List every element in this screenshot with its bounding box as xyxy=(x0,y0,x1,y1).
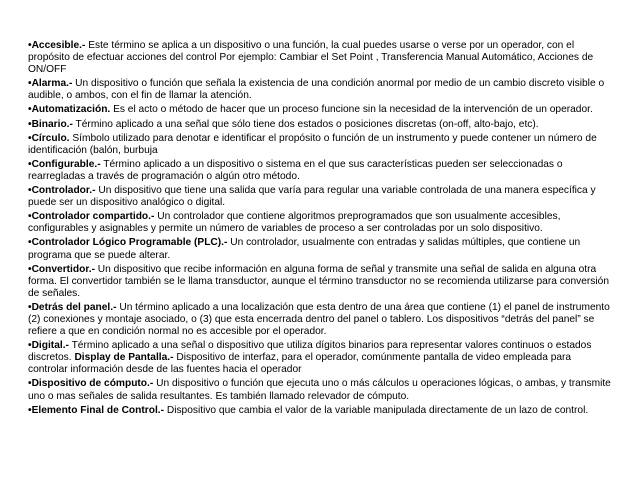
term-controlador: •Controlador.- xyxy=(28,185,96,197)
entry-elemento-final-de-control xyxy=(28,405,611,417)
term-convertidor: •Convertidor.- xyxy=(28,263,95,275)
entry-plc xyxy=(28,237,611,261)
term-display-de-pantalla: Display de Pantalla.- xyxy=(74,352,174,364)
entry-detras-del-panel xyxy=(28,302,611,338)
term-alarma: •Alarma.- xyxy=(28,78,73,90)
entry-dispositivo-de-computo xyxy=(28,378,611,402)
term-circulo: •Círculo. xyxy=(28,132,70,144)
entry-configurable xyxy=(28,159,611,183)
entry-alarma xyxy=(28,78,611,102)
definition-convertidor: Un dispositivo que recibe información en alguna forma de señal y transmite una señal de salida en alguna otra forma. El convertidor también se le llama transductor, aunque el término transductor no se recomienda utilizarse para conversión de señales. xyxy=(28,263,609,299)
entry-accesible xyxy=(28,40,611,76)
entry-digital xyxy=(28,340,611,376)
definition-binario: Término aplicado a una señal que sólo tiene dos estados o posiciones discretas (on-off, alto-bajo, etc). xyxy=(72,118,539,130)
definition-circulo: Símbolo utilizado para denotar e identificar el propósito o función de un instrumento y puede contener un número de identificación (balón, burbuja xyxy=(28,132,597,156)
entry-convertidor xyxy=(28,264,611,300)
definition-configurable: Término aplicado a un dispositivo o sistema en el que sus características pueden ser seleccionadas o rearregladas a través de programación o algún otro método. xyxy=(28,158,563,182)
term-plc: •Controlador Lógico Programable (PLC).- xyxy=(28,237,228,249)
definition-display-de-pantalla: Dispositivo de interfaz, para el operador, comúnmente pantalla de video empleada para controlar información desde de las fuentes hacia el operador xyxy=(28,352,572,376)
definition-plc: Un controlador, usualmente con entradas y salidas múltiples, que contiene un programa que se puede alterar. xyxy=(28,237,581,261)
entry-circulo xyxy=(28,133,611,157)
glossary-document xyxy=(28,40,611,419)
definition-controlador-compartido: Un controlador que contiene algoritmos preprogramados que son usualmente accesibles, configurables y asignables y permite un número de variables de proceso a ser controladas por un solo dispositivo. xyxy=(28,211,561,235)
definition-alarma: Un dispositivo o función que señala la existencia de una condición anormal por medio de un cambio discreto visible o audible, o ambos, con el fin de llamar la atención. xyxy=(28,78,605,102)
term-detras-del-panel: •Detrás del panel.- xyxy=(28,301,117,313)
entry-controlador-compartido xyxy=(28,211,611,235)
term-accesible: •Accesible.- xyxy=(28,40,86,51)
term-elemento-final-de-control: •Elemento Final de Control.- xyxy=(28,404,165,416)
definition-detras-del-panel: Un término aplicado a una localización que esta dentro de una área que contiene (1) el panel de instrumento (2) conexiones y montaje asociado, o (3) que esta encerrada dentro del panel o tablero. Los dispositivos “detrás del panel” se refiere a que en condición normal no es accesible por el operador. xyxy=(28,301,610,338)
entry-automatizacion xyxy=(28,104,611,116)
term-configurable: •Configurable.- xyxy=(28,158,101,170)
definition-controlador: Un dispositivo que tiene una salida que varía para regular una variable controlada de una manera específica y puede ser un dispositivo analógico o digital. xyxy=(28,185,596,209)
definition-dispositivo-de-computo: Un dispositivo o función que ejecuta uno o más cálculos u operaciones lógicas, o ambas, y transmite uno o mas señales de salida resultantes. Es también llamado relevador de cómputo. xyxy=(28,378,611,402)
definition-elemento-final-de-control: Dispositivo que cambia el valor de la variable manipulada directamente de un lazo de control. xyxy=(164,404,589,416)
term-controlador-compartido: •Controlador compartido.- xyxy=(28,211,155,223)
entry-controlador xyxy=(28,185,611,209)
term-binario: •Binario.- xyxy=(28,118,73,130)
definition-digital: Término aplicado a una señal o dispositivo que utiliza dígitos binarios para representar valores continuos o estados discretos. xyxy=(28,340,592,364)
term-digital: •Digital.- xyxy=(28,340,69,352)
term-automatizacion: •Automatización. xyxy=(28,104,111,116)
definition-automatizacion: Es el acto o método de hacer que un proceso funcione sin la necesidad de la intervención de un operador. xyxy=(110,104,593,116)
definition-accesible: Este término se aplica a un dispositivo o una función, la cual puedes usarse o verse por un operador, con el propósito de efectuar acciones del control Por ejemplo: Cambiar el Set Point , Transferencia Manual Automático, Acciones de ON/OFF xyxy=(28,40,594,76)
term-dispositivo-de-computo: •Dispositivo de cómputo.- xyxy=(28,378,154,390)
entry-binario xyxy=(28,119,611,131)
